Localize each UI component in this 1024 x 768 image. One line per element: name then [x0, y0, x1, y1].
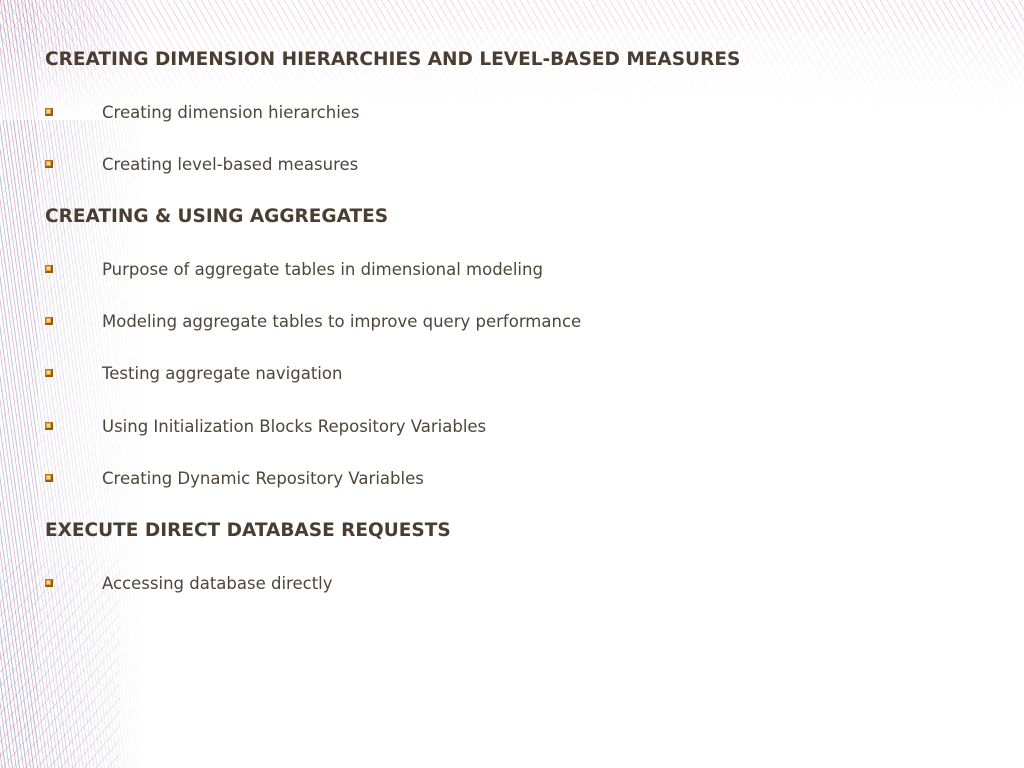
square-bullet-icon [45, 579, 53, 587]
list-item-text: Using Initialization Blocks Repository Variables [102, 417, 487, 436]
list-item [0, 359, 1000, 389]
section-heading-text: CREATING & USING AGGREGATES [45, 206, 389, 227]
list-item [0, 255, 1000, 285]
list-item [0, 98, 1000, 128]
list-item-text: Purpose of aggregate tables in dimensional modeling [102, 260, 543, 279]
square-bullet-icon [45, 317, 53, 325]
square-bullet-icon [45, 265, 53, 273]
section-heading [0, 516, 1000, 546]
list-item [0, 464, 1000, 494]
list-item [0, 150, 1000, 180]
section-heading-text: EXECUTE DIRECT DATABASE REQUESTS [45, 520, 451, 541]
section-heading [0, 202, 1000, 232]
square-bullet-icon [45, 108, 53, 116]
list-item-text: Accessing database directly [102, 574, 333, 593]
square-bullet-icon [45, 422, 53, 430]
square-bullet-icon [45, 369, 53, 377]
list-item-text: Creating level-based measures [102, 155, 359, 174]
section-heading [0, 45, 1000, 75]
list-item-text: Modeling aggregate tables to improve query performance [102, 312, 582, 331]
square-bullet-icon [45, 160, 53, 168]
list-item [0, 412, 1000, 442]
section-heading-text: CREATING DIMENSION HIERARCHIES AND LEVEL-BASED MEASURES [45, 49, 741, 70]
square-bullet-icon [45, 474, 53, 482]
list-item-text: Testing aggregate navigation [102, 364, 343, 383]
list-item-text: Creating Dynamic Repository Variables [102, 469, 424, 488]
list-item [0, 569, 1000, 599]
list-item [0, 307, 1000, 337]
list-item-text: Creating dimension hierarchies [102, 103, 360, 122]
